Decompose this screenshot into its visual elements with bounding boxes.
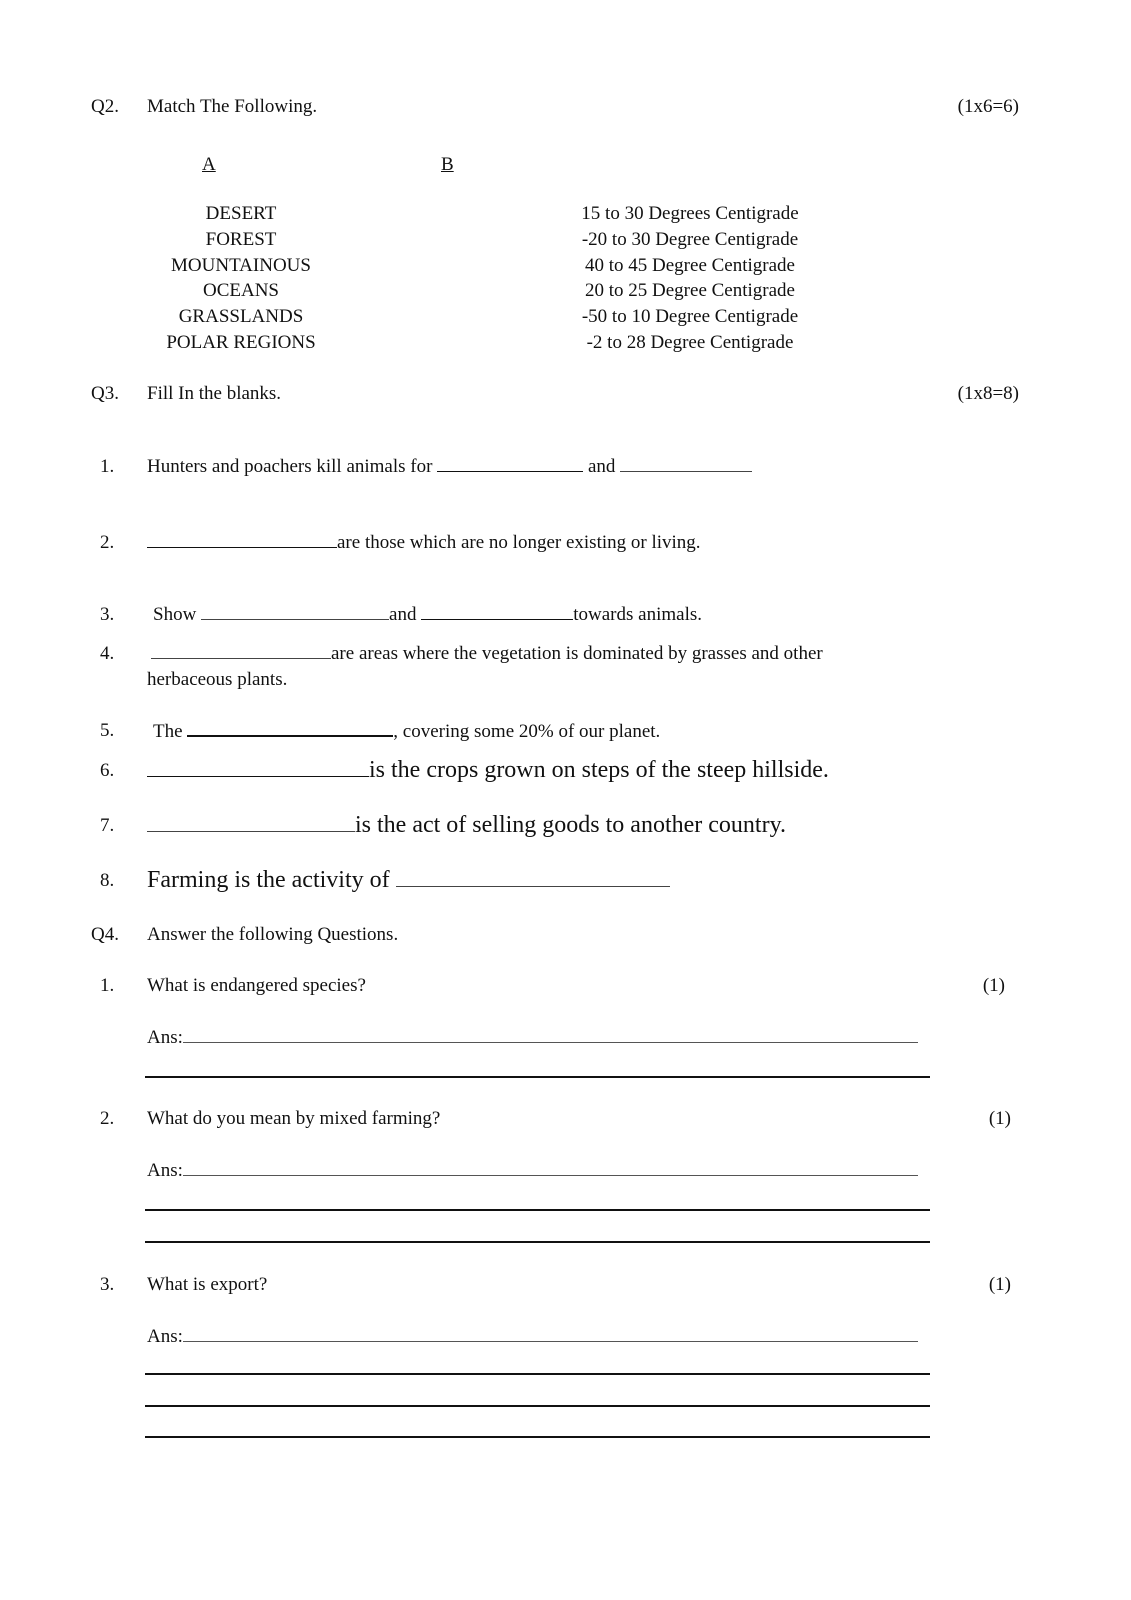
column-b-header: B <box>441 154 454 175</box>
answer-blank[interactable] <box>396 871 670 887</box>
q2-number: Q2. <box>91 96 119 117</box>
answer-blank[interactable] <box>201 604 389 620</box>
blank-item-number: 1. <box>100 456 115 477</box>
blank-item-number: 3. <box>100 604 115 625</box>
question-number: 3. <box>100 1274 115 1295</box>
q4-number: Q4. <box>91 924 119 945</box>
answer-field-2[interactable] <box>147 1160 918 1182</box>
item-text: are those which are no longer existing or living. <box>337 532 701 553</box>
fill-blank-item-1 <box>147 456 752 478</box>
question-text: What do you mean by mixed farming? <box>147 1108 441 1129</box>
match-item-a-5: GRASSLANDS <box>178 306 304 327</box>
match-item-b-4: 20 to 25 Degree Centigrade <box>585 280 795 301</box>
q3-number: Q3. <box>91 383 119 404</box>
fill-blank-item-5 <box>153 720 660 743</box>
item-text: Show <box>153 604 197 625</box>
blank-item-number: 2. <box>100 532 115 553</box>
answer-line[interactable] <box>145 1405 930 1407</box>
answer-line[interactable] <box>183 1161 918 1176</box>
item-text: , covering some 20% of our planet. <box>393 721 661 742</box>
answer-field-1[interactable] <box>147 1027 918 1049</box>
item-text: and <box>587 456 616 477</box>
item-text: The <box>153 721 183 742</box>
column-a-header: A <box>202 154 216 175</box>
blank-item-number: 6. <box>100 760 115 781</box>
answer-blank[interactable] <box>147 761 369 777</box>
match-item-a-3: MOUNTAINOUS <box>171 255 311 276</box>
question-number: 2. <box>100 1108 115 1129</box>
question-marks: (1) <box>982 975 1005 996</box>
answer-blank[interactable] <box>187 720 393 737</box>
question-text: What is endangered species? <box>147 975 366 996</box>
answer-line[interactable] <box>145 1436 930 1438</box>
answer-blank[interactable] <box>147 532 337 548</box>
blank-item-number: 7. <box>100 815 115 836</box>
q3-marks: (1x8=8) <box>957 383 1019 404</box>
match-item-a-2: FOREST <box>205 229 277 250</box>
blank-item-number: 5. <box>100 720 115 741</box>
q4-title: Answer the following Questions. <box>147 924 399 945</box>
answer-label: Ans: <box>147 1326 183 1347</box>
q2-title: Match The Following. <box>147 96 318 117</box>
answer-line[interactable] <box>145 1209 930 1211</box>
item-text: is the act of selling goods to another country. <box>355 812 787 838</box>
question-number: 1. <box>100 975 115 996</box>
fill-blank-item-4 <box>151 643 823 665</box>
match-item-a-4: OCEANS <box>202 280 279 301</box>
match-item-b-6: -2 to 28 Degree Centigrade <box>586 332 794 353</box>
answer-line[interactable] <box>183 1327 918 1342</box>
fill-blank-item-7 <box>147 812 786 839</box>
question-text: What is export? <box>147 1274 268 1295</box>
item-text: towards animals. <box>573 604 702 625</box>
answer-label: Ans: <box>147 1027 183 1048</box>
answer-blank[interactable] <box>147 816 355 832</box>
answer-blank[interactable] <box>437 456 583 472</box>
item-text: is the crops grown on steps of the steep hillside. <box>369 757 829 783</box>
item-text: Farming is the activity of <box>147 867 390 893</box>
fill-blank-item-6 <box>147 757 829 784</box>
fill-blank-item-3 <box>153 604 702 626</box>
answer-line[interactable] <box>145 1373 930 1375</box>
answer-line[interactable] <box>145 1241 930 1243</box>
answer-blank[interactable] <box>151 643 331 659</box>
match-item-b-2: -20 to 30 Degree Centigrade <box>581 229 799 250</box>
fill-blank-item-2 <box>147 532 701 554</box>
q3-title: Fill In the blanks. <box>147 383 282 404</box>
match-item-a-1: DESERT <box>205 203 277 224</box>
match-item-b-5: -50 to 10 Degree Centigrade <box>581 306 799 327</box>
fill-blank-item-8 <box>147 867 670 894</box>
answer-blank[interactable] <box>620 456 752 472</box>
answer-line[interactable] <box>183 1028 918 1043</box>
item-text: and <box>389 604 417 625</box>
question-marks: (1) <box>988 1274 1011 1295</box>
answer-blank[interactable] <box>421 604 573 620</box>
question-marks: (1) <box>988 1108 1011 1129</box>
answer-label: Ans: <box>147 1160 183 1181</box>
blank-item-number: 4. <box>100 643 115 664</box>
item-text: Hunters and poachers kill animals for <box>147 456 433 477</box>
item-text: are areas where the vegetation is dominated by grasses and other <box>331 643 823 664</box>
answer-line[interactable] <box>145 1076 930 1078</box>
blank-item-number: 8. <box>100 870 115 891</box>
match-item-a-6: POLAR REGIONS <box>166 332 316 353</box>
q2-marks: (1x6=6) <box>957 96 1019 117</box>
match-item-b-1: 15 to 30 Degrees Centigrade <box>581 203 799 224</box>
match-item-b-3: 40 to 45 Degree Centigrade <box>585 255 795 276</box>
answer-field-3[interactable] <box>147 1326 918 1348</box>
item-4-continuation: herbaceous plants. <box>147 669 288 690</box>
